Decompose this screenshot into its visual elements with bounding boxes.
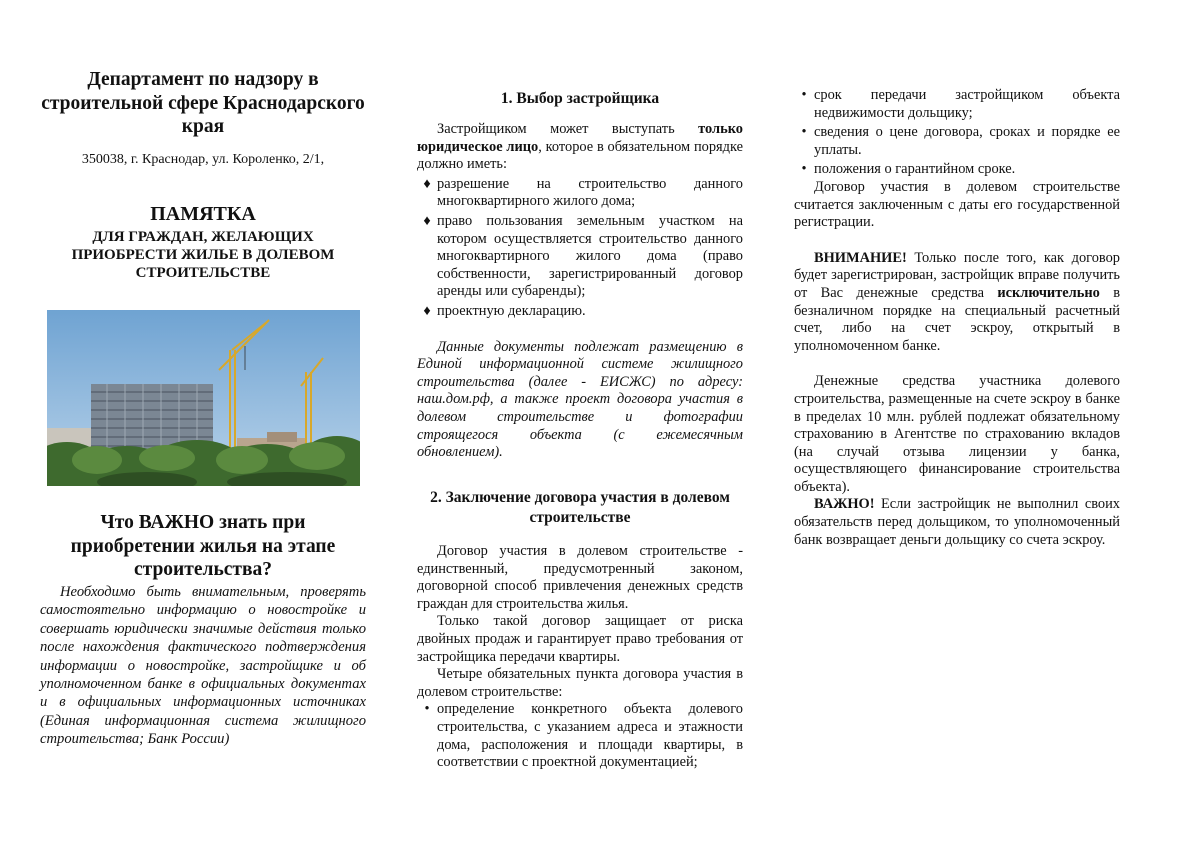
list-item — [794, 124, 1120, 159]
list-item — [417, 176, 743, 211]
funds-paragraph: Денежные средства участника долевого строительства, размещенные на счете эскроу в банке в пределах 10 млн. рублей подлежат обязательному страхованию в Агентстве по страхованию вкладов (на случай отзыва лицензии у банка, осуществляющего финансирование строительства объекта). — [794, 373, 1120, 495]
important-label: ВАЖНО! — [814, 496, 875, 513]
section-1-intro — [417, 121, 743, 174]
bullet-icon: • — [801, 161, 807, 178]
list-item-text: разрешение на строительство данного многоквартирного жилого дома; — [437, 175, 743, 210]
attention-bold: исключительно — [997, 284, 1100, 301]
department-title: Департамент по надзору в строительной сфере Краснодарского края — [41, 69, 365, 137]
bullet-icon: • — [424, 701, 430, 718]
important-title: Что ВАЖНО знать при приобретении жилья на этапе строительства? — [70, 512, 336, 580]
list-item-text: сведения о цене договора, сроках и порядке ее уплаты. — [814, 124, 1120, 158]
intro-text-a: Застройщиком может выступать — [437, 121, 699, 137]
section-1-note: Данные документы подлежат размещению в Единой информационной системе жилищного строительства (далее - ЕИСЖС) по адресу: наш.дом.рф, а также проект договора участия в долевом строительстве и фотографии строящегося объекта (с ежемесячным обновлением). — [417, 338, 743, 461]
list-item — [794, 161, 1120, 179]
requirements-continued — [794, 87, 1120, 549]
section-2-p3: Четыре обязательных пункта договора участия в долевом строительстве: — [417, 666, 743, 700]
construction-photo — [47, 310, 360, 486]
diamond-icon: ♦ — [423, 175, 431, 192]
attention-label: ВНИМАНИЕ! — [814, 249, 907, 266]
bullet-icon: • — [801, 87, 807, 103]
bullet-icon: • — [801, 124, 807, 141]
attention-text-b: в безналичном порядке на специальный расчетный счет, либо на счет эскроу, открытый в уполномоченном банке. — [794, 284, 1120, 354]
list-item — [417, 213, 743, 301]
list-item-text: определение конкретного объекта долевого строительства, с указанием адреса и этажности дома, расположения и площади квартиры, в соответствии с проектной документацией; — [437, 701, 743, 771]
intro-text-c: , которое в обязательном порядке должно иметь: — [417, 138, 743, 173]
pamyatka-subtitle: ДЛЯ ГРАЖДАН, ЖЕЛАЮЩИХ ПРИОБРЕСТИ ЖИЛЬЕ В ДОЛЕВОМ СТРОИТЕЛЬСТВЕ — [71, 229, 335, 281]
important-text: Необходимо быть внимательным, проверять самостоятельно информацию о новостройке и совершать юридически значимые действия только после нахождения фактического подтверждения информации о новостройке, застройщике и об уполномоченном банке в официальных документах и в официальных информационных источниках (Единая информационная система жилищного строительства; Банк России) — [40, 584, 366, 748]
section-1-body — [417, 121, 743, 462]
list-item-text: положения о гарантийном сроке. — [814, 161, 1016, 178]
section-2-body — [417, 543, 743, 772]
list-item-text: проектную декларацию. — [437, 302, 586, 319]
diamond-icon: ♦ — [423, 302, 431, 319]
section-2-p1: Договор участия в долевом строительстве - единственный, предусмотренный законом, договорной способ привлечения денежных средств граждан для строительства жилья. — [417, 543, 743, 612]
intro-bold: только юридическое лицо — [417, 121, 743, 155]
list-item — [794, 87, 1120, 122]
diamond-icon: ♦ — [423, 212, 431, 229]
address: 350038, г. Краснодар, ул. Короленко, 2/1, — [81, 152, 325, 167]
list-item — [417, 303, 743, 321]
section-2-title: 2. Заключение договора участия в долевом строительстве — [430, 489, 730, 526]
list-item-text: срок передачи застройщиком объекта недвижимости дольщику; — [814, 87, 1120, 121]
registration-text: Договор участия в долевом строительстве считается заключенным с даты его государственной регистрации. — [794, 178, 1120, 231]
important-paragraph — [794, 496, 1120, 549]
list-item-text: право пользования земельным участком на котором осуществляется строительство данного многоквартирного жилого дома (право собственности, зарегистрированный договор аренды или субаренды); — [437, 212, 743, 300]
section-1-title: 1. Выбор застройщика — [500, 90, 660, 107]
pamyatka-title: ПАМЯТКА — [150, 203, 256, 225]
attention-paragraph — [794, 250, 1120, 356]
important-text-body: Если застройщик не выполнил своих обязательств перед дольщиком, то уполномоченный банк возвращает деньги дольщику со счета эскроу. — [794, 496, 1120, 548]
section-2-p2: Только такой договор защищает от риска двойных продаж и гарантирует право требования от застройщика передачи квартиры. — [417, 613, 743, 665]
attention-text-a: Только после того, как договор будет зарегистрирован, застройщик вправе получить от Вас денежные средства — [794, 249, 1120, 301]
list-item — [417, 701, 743, 771]
